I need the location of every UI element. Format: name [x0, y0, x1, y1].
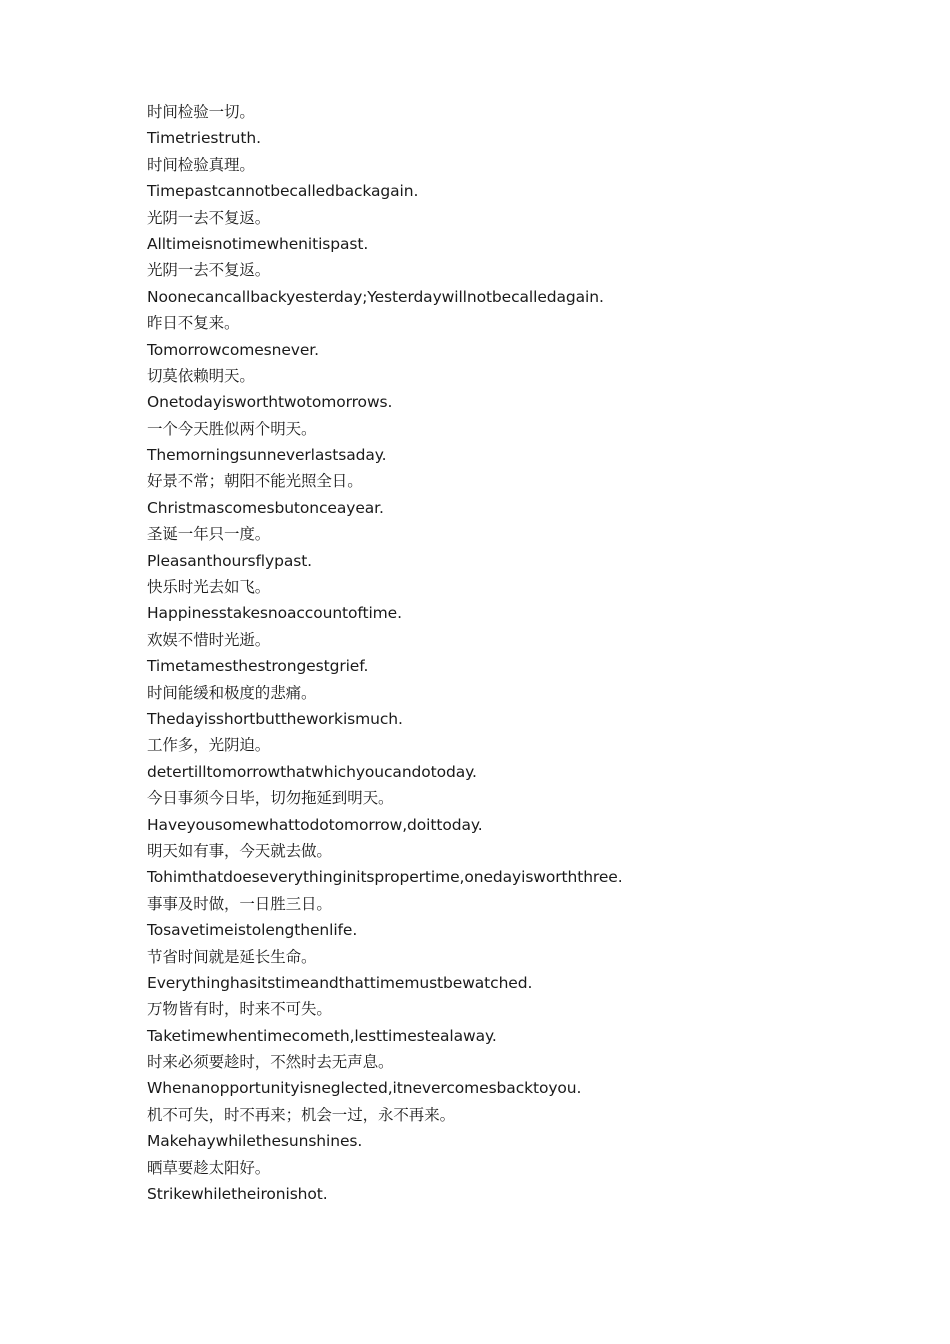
text-line: 时间检验真理。: [147, 155, 255, 174]
document-body: [147, 99, 907, 1207]
text-line: Christmascomesbutonceayear.: [147, 498, 384, 517]
text-line: Timetriestruth.: [147, 129, 261, 148]
text-line: detertilltomorrowthatwhichyoucandotoday.: [147, 762, 477, 781]
text-line: 明天如有事，今天就去做。: [147, 841, 332, 860]
text-line: Timepastcannotbecalledbackagain.: [147, 182, 419, 201]
text-line: Noonecancallbackyesterday;Yesterdaywillnotbecalledagain.: [147, 287, 604, 306]
text-line: Happinesstakesnoaccountoftime.: [147, 604, 402, 623]
text-line: Timetamesthestrongestgrief.: [147, 657, 369, 676]
text-line: 光阴一去不复返。: [147, 208, 271, 227]
text-line: 节省时间就是延长生命。: [147, 947, 317, 966]
text-line: Strikewhiletheironishot.: [147, 1185, 328, 1204]
text-line: 昨日不复来。: [147, 314, 240, 333]
text-line: 时间能缓和极度的悲痛。: [147, 683, 317, 702]
text-line: 光阴一去不复返。: [147, 261, 271, 280]
text-line: 圣诞一年只一度。: [147, 525, 271, 544]
text-line: 机不可失，时不再来；机会一过，永不再来。: [147, 1105, 456, 1124]
text-line: 欢娱不惜时光逝。: [147, 630, 271, 649]
text-line: Tomorrowcomesnever.: [147, 340, 319, 359]
text-line: Whenanopportunityisneglected,itnevercomesbacktoyou.: [147, 1079, 582, 1098]
text-line: Onetodayisworthtwotomorrows.: [147, 393, 393, 412]
text-line: Pleasanthoursflypast.: [147, 551, 312, 570]
text-line: Thedayisshortbuttheworkismuch.: [147, 709, 403, 728]
text-line: 晒草要趁太阳好。: [147, 1158, 271, 1177]
text-line: Tosavetimeistolengthenlife.: [147, 921, 358, 940]
text-line: 好景不常；朝阳不能光照全日。: [147, 472, 363, 491]
text-line: 工作多，光阴迫。: [147, 736, 271, 755]
text-line: Tohimthatdoeseverythinginitspropertime,onedayisworththree.: [147, 868, 623, 887]
text-line: 今日事须今日毕，切勿拖延到明天。: [147, 789, 394, 808]
text-line: 快乐时光去如飞。: [147, 578, 271, 597]
text-line: 时来必须要趁时，不然时去无声息。: [147, 1053, 394, 1072]
text-line: Everythinghasitstimeandthattimemustbewatched.: [147, 973, 533, 992]
text-line: 切莫依赖明天。: [147, 366, 255, 385]
text-line: 一个今天胜似两个明天。: [147, 419, 317, 438]
text-line: 时间检验一切。: [147, 103, 255, 121]
text-line: Taketimewhentimecometh,lesttimestealaway.: [147, 1026, 497, 1045]
text-line: Alltimeisnotimewhenitispast.: [147, 234, 369, 253]
text-line: Haveyousomewhattodotomorrow,doittoday.: [147, 815, 483, 834]
text-line: Makehaywhilethesunshines.: [147, 1132, 363, 1151]
text-line: 万物皆有时，时来不可失。: [147, 1000, 332, 1019]
text-line: Themorningsunneverlastsaday.: [147, 446, 387, 465]
text-line: 事事及时做，一日胜三日。: [147, 894, 332, 913]
